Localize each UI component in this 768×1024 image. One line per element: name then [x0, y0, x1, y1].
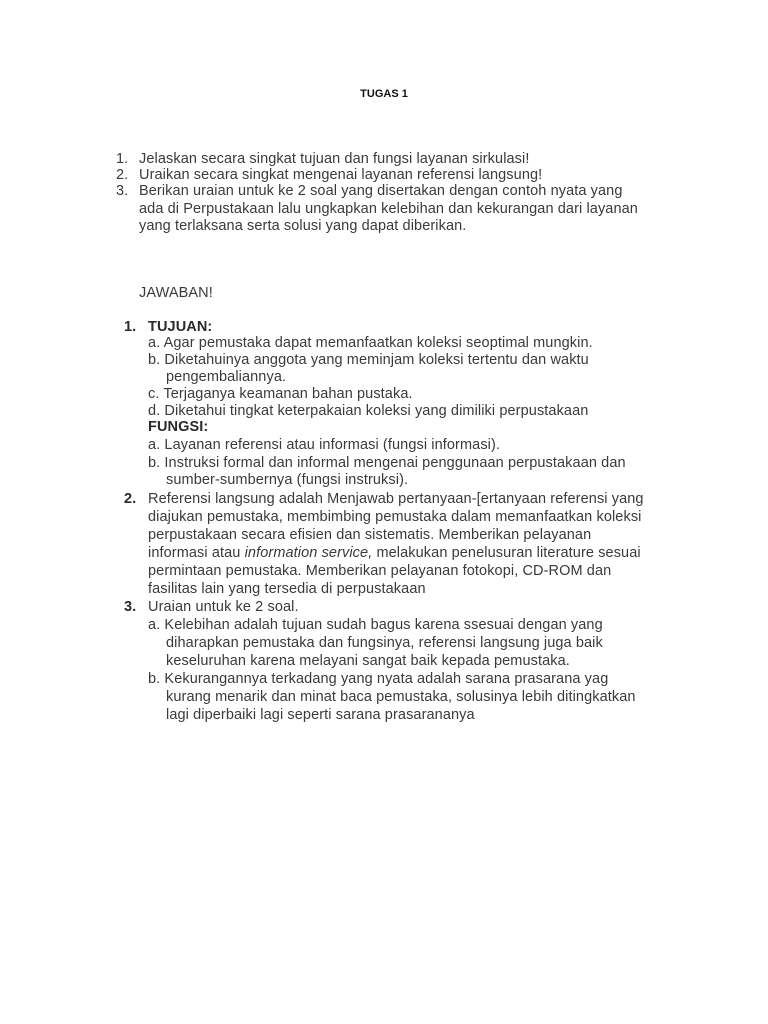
tujuan-item: d. Diketahui tingkat keterpakaian koleksi yang dimiliki perpustakaan	[148, 403, 589, 419]
answer-3a-line: diharapkan pemustaka dan fungsinya, referensi langsung juga baik	[166, 635, 603, 651]
answer-2-line	[148, 544, 641, 562]
answer-3a-line: keseluruhan karena melayani sangat baik kepada pemustaka.	[166, 653, 570, 669]
answer-3-intro: Uraian untuk ke 2 soal.	[148, 599, 299, 615]
answer-2-number: 2.	[124, 491, 137, 507]
question-3-line: Berikan uraian untuk ke 2 soal yang disertakan dengan contoh nyata yang	[139, 183, 623, 199]
answer-2-text: melakukan penelusuran literature sesuai	[372, 545, 641, 561]
answer-3b-line: kurang menarik dan minat baca pemustaka, solusinya lebih ditingkatkan	[166, 689, 636, 705]
fungsi-heading: FUNGSI:	[148, 419, 209, 435]
answer-2-line: permintaan pemustaka. Memberikan pelayanan fotokopi, CD-ROM dan	[148, 563, 612, 579]
document-title: TUGAS 1	[360, 88, 408, 100]
question-1-number: 1.	[116, 151, 129, 167]
question-1-text: Jelaskan secara singkat tujuan dan fungsi layanan sirkulasi!	[139, 151, 530, 167]
answer-2-line: fasilitas lain yang tersedia di perpustakaan	[148, 581, 426, 597]
tujuan-heading: TUJUAN:	[148, 319, 213, 335]
question-3-line: yang terlaksana serta solusi yang dapat diberikan.	[139, 218, 467, 234]
tujuan-item: a. Agar pemustaka dapat memanfaatkan koleksi seoptimal mungkin.	[148, 335, 593, 351]
answer-2-italic-term: information service,	[244, 545, 373, 561]
tujuan-item: c. Terjaganya keamanan bahan pustaka.	[148, 386, 413, 402]
answer-2-line: Referensi langsung adalah Menjawab pertanyaan-[ertanyaan referensi yang	[148, 491, 644, 507]
fungsi-item-continued: sumber-sumbernya (fungsi instruksi).	[166, 472, 409, 488]
fungsi-item: b. Instruksi formal dan informal mengenai penggunaan perpustakaan dan	[148, 455, 626, 471]
answer-2-line: diajukan pemustaka, membimbing pemustaka dalam memanfaatkan koleksi	[148, 509, 642, 525]
fungsi-item: a. Layanan referensi atau informasi (fungsi informasi).	[148, 437, 501, 453]
question-2-text: Uraikan secara singkat mengenai layanan referensi langsung!	[139, 167, 543, 183]
answer-1-number: 1.	[124, 319, 137, 335]
answer-3b-line: lagi diperbaiki lagi seperti sarana prasarananya	[166, 707, 475, 723]
question-3-line: ada di Perpustakaan lalu ungkapkan kelebihan dan kekurangan dari layanan	[139, 201, 638, 217]
question-3-number: 3.	[116, 183, 129, 199]
answer-3a-line: a. Kelebihan adalah tujuan sudah bagus karena ssesuai dengan yang	[148, 617, 603, 633]
tujuan-item: b. Diketahuinya anggota yang meminjam koleksi tertentu dan waktu	[148, 352, 589, 368]
answer-2-line: perpustakaan secara efisien dan sistematis. Memberikan pelayanan	[148, 527, 592, 543]
answer-2-text: informasi atau	[148, 545, 245, 561]
question-2-number: 2.	[116, 167, 129, 183]
answer-3b-line: b. Kekurangannya terkadang yang nyata adalah sarana prasarana yag	[148, 671, 609, 687]
answer-3-number: 3.	[124, 599, 137, 615]
tujuan-item-continued: pengembaliannya.	[166, 369, 287, 385]
answer-heading: JAWABAN!	[139, 285, 213, 301]
